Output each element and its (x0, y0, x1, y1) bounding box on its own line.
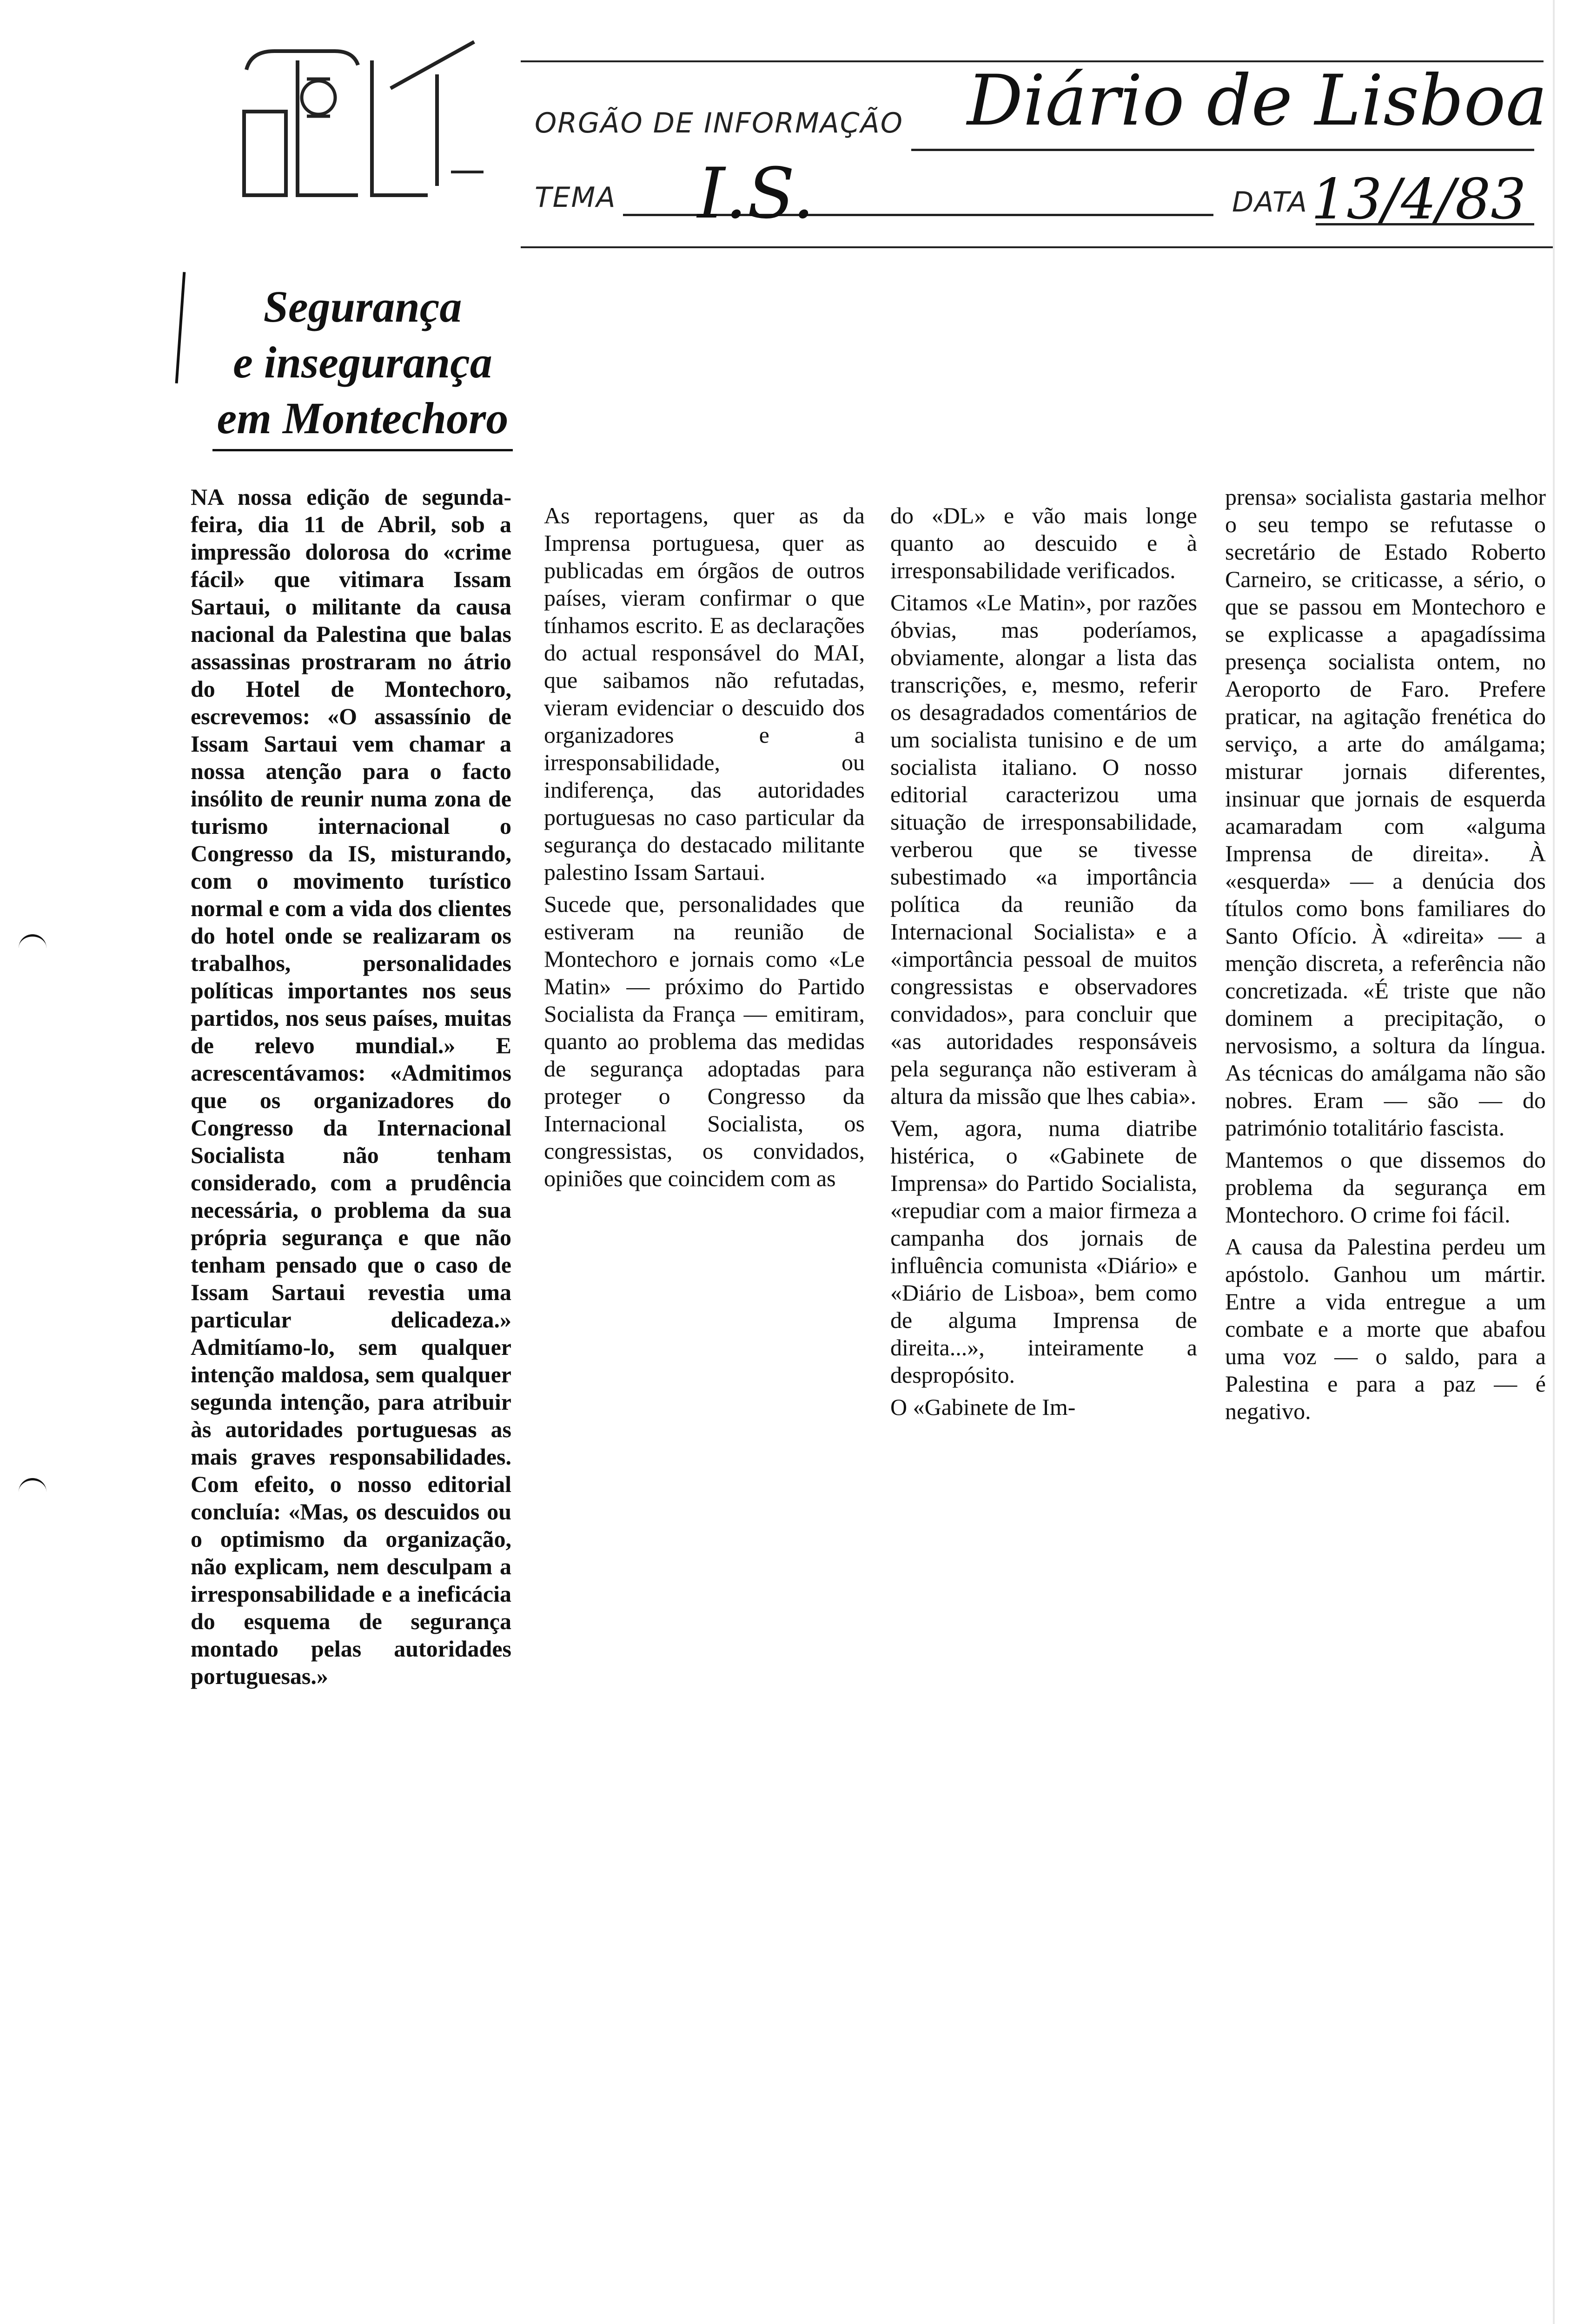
article-headline (186, 279, 539, 451)
binder-hole-mark (19, 934, 46, 955)
header-frame-bottom (521, 246, 1553, 248)
orgao-value: Diário de Lisboa (967, 60, 1548, 141)
article-column-3 (890, 502, 1197, 1426)
paragraph: NA nossa edição de segunda-feira, dia 11 de Abril, sob a impressão dolorosa do «crime fácil» que vitimara Issam Sartaui, o militante da causa nacional da Palestina que balas assassinas prostraram no átrio do Hotel de Montechoro, escrevemos: «O assassínio de Issam Sartaui vem chamar a nossa atenção para o facto insólito de reunir numa zona de turismo internacional o Congresso da IS, misturando, com o movimento turístico normal e com a vida dos clientes do hotel onde se realizaram os trabalhos, personalidades políticas importantes nos seus partidos, nos seus países, muitas de relevo mundial.» E acrescentávamos: «Admitimos que os organizadores do Congresso da Internacional Socialista não tenham considerado, com a prudência necessária, o problema da sua própria segurança e que não tenham pensado que o caso de Issam Sartaui revestia uma particular delicadeza.» Admitíamo-lo, sem qualquer intenção maldosa, sem qualquer segunda intenção, para atribuir às autoridades portuguesas as mais graves responsabilidades. Com efeito, o nosso editorial concluía: «Mas, os descuidos ou o optimismo da organização, não explicam, nem desculpam a irresponsabilidade e a ineficácia do esquema de segurança montado pelas autoridades portuguesas.» (191, 484, 511, 1689)
headline-line-1: Segurança (263, 282, 462, 331)
paragraph: prensa» socialista gastaria melhor o seu tempo se refutasse o secretário de Estado Roberto Carneiro, se criticasse, a sério, o que se passou em Montechoro e se explicasse a apagadíssima presença socialista ontem, no Aeroporto de Faro. Prefere praticar, na agitação frenética do serviço, a arte do amálgama; misturar jornais diferentes, insinuar que jornais de esquerda acamaradam com «alguma Imprensa de direita». À «esquerda» — a denúcia dos títulos como bons familiares do Santo Ofício. À «direita» — a menção discreta, a referência não concretizada. «É triste que não dominem a precipitação, o nervosismo, a soltura da língua. As técnicas do amálgama não são nobres. Eram — são — do património totalitário fascista. (1225, 484, 1546, 1141)
paragraph: A causa da Palestina perdeu um apóstolo. Ganhou um mártir. Entre a vida entregue a um combate e a morte que abafou uma voz — o saldo, para a Palestina e para a paz — é negativo. (1225, 1234, 1546, 1424)
paragraph: Sucede que, personalidades que estiveram na reunião de Montechoro e jornais como «Le Matin» — próximo do Partido Socialista da França — emitiram, quanto ao problema das medidas de segurança adoptadas para proteger o Congresso da Internacional Socialista, os congressistas, os convidados, opiniões que coincidem com as (544, 891, 865, 1191)
scan-edge (1553, 0, 1555, 2324)
paragraph: As reportagens, quer as da Imprensa portuguesa, quer as publicadas em órgãos de outros países, vieram confirmar o que tínhamos escrito. E as declarações do actual responsável do MAI, que saibamos não refutadas, vieram evidenciar o descuido dos organizadores e a irresponsabilidade, ou indiferença, das autoridades portuguesas no caso particular da segurança do destacado militante palestino Issam Sartaui. (544, 502, 865, 885)
orgao-underline (911, 149, 1534, 151)
data-label: DATA (1232, 186, 1308, 218)
article-column-4 (1225, 483, 1546, 1430)
data-value: 13/4/83 (1311, 167, 1526, 232)
headline-line-2: e insegurança (233, 337, 492, 387)
article-column-2 (544, 502, 865, 1197)
margin-bracket (175, 272, 186, 383)
paragraph: Citamos «Le Matin», por razões óbvias, mas poderíamos, obviamente, alongar a lista das transcrições, e, mesmo, referir os desagradados comentários de um socialista tunisino e de um socialista italiano. O nosso editorial caracterizou uma situação de irresponsabilidade, verberou que se tivesse subestimado «a importância política da reunião da Internacional Socialista» e a «importância pessoal de muitos congressistas e observadores convidados», para concluir que «as autoridades responsáveis pela segurança não estiveram à altura da missão que lhes cabia». (890, 589, 1197, 1109)
article-column-1 (191, 483, 511, 1695)
orgao-label: ORGÃO DE INFORMAÇÃO (535, 107, 903, 139)
clipping-header (0, 0, 1577, 260)
tema-value: I.S. (697, 153, 815, 234)
archive-logo (232, 33, 484, 209)
paragraph: Vem, agora, numa diatribe histérica, o «Gabinete de Imprensa» do Partido Socialista, «repudiar com a maior firmeza a campanha dos jornais de influência comunista «Diário» e «Diário de Lisboa», bem como de alguma Imprensa de direita...», inteiramente a despropósito. (890, 1115, 1197, 1388)
paragraph: do «DL» e vão mais longe quanto ao descuido e à irresponsabilidade verificados. (890, 502, 1197, 583)
headline-line-3: em Montechoro (212, 390, 513, 451)
tema-label: TEMA (535, 181, 616, 214)
paragraph: Mantemos o que dissemos do problema da segurança em Montechoro. O crime foi fácil. (1225, 1147, 1546, 1228)
binder-hole-mark (19, 1478, 46, 1499)
paragraph: O «Gabinete de Im- (890, 1394, 1076, 1420)
data-underline (1316, 223, 1534, 225)
